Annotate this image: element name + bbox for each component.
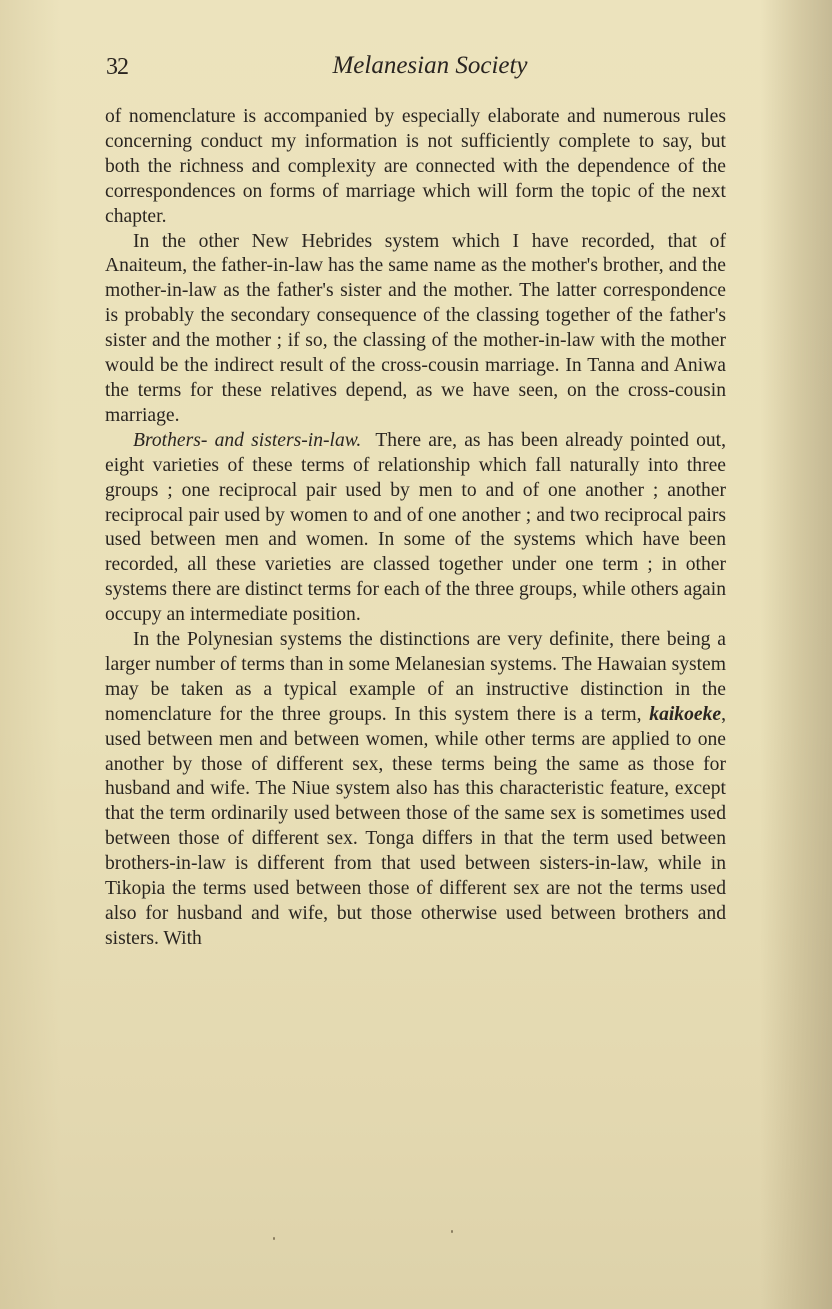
paragraph-text: There are, as has been already pointed out, eight varieties of these terms of relationship which fall naturally into three groups ; one reciprocal pair used by men to and of one another ; another reciprocal pair used by women to and of one another ; and two reciprocal pairs used between men and women. In some of the systems which have been recorded, all these varieties are classed together under one term ; in other systems there are distinct terms for each of the three groups, while others again occupy an intermediate position. — [105, 429, 726, 626]
section-heading-italic: Brothers- and sisters-in-law. — [133, 429, 362, 451]
page-number: 32 — [106, 54, 128, 80]
term-kaikoeke: kaikoeke — [649, 703, 722, 725]
running-title: Melanesian Society — [332, 52, 528, 79]
page-header — [106, 52, 726, 88]
paragraph-text-before: In the Polynesian systems the distinctions are very definite, there being a larger number of terms than in some Melanesian systems. The Hawaian system may be taken as a typical example of an instructive distinction in the nomenclature for the three groups. In this system there is a term, — [105, 629, 726, 725]
paragraph-brothers-sisters-in-law — [105, 429, 726, 628]
paragraph-polynesian-systems — [105, 628, 726, 952]
paper-speck — [451, 1230, 453, 1233]
paragraph-text-after: , used between men and between women, while other terms are applied to one another by those of different sex, these terms being the same as those for husband and wife. The Niue system also has this characteristic feature, except that the term ordinarily used between those of the same sex is sometimes used between those of different sex. Tonga differs in that the term used between brothers-in-law is different from that used between sisters-in-law, while in Tikopia the terms used between those of different sex are not the terms used also for husband and wife, but those otherwise used between brothers and sisters. With — [105, 703, 726, 949]
body-text — [105, 105, 726, 952]
paper-speck — [273, 1237, 275, 1240]
paragraph-anaiteum: In the other New Hebrides system which I have recorded, that of Anaiteum, the father-in-law has the same name as the mother's brother, and the mother-in-law as the father's sister and the mother. The latter correspondence is probably the secondary consequence of the classing together of the father's sister and the mother ; if so, the classing of the mother-in-law with the mother would be the indirect result of the cross-cousin marriage. In Tanna and Aniwa the terms for these relatives depend, as we have seen, on the cross-cousin marriage. — [105, 230, 726, 426]
paragraph-nomenclature-continuation: of nomenclature is accompanied by especially elaborate and numerous rules concerning conduct my information is not sufficiently complete to say, but both the richness and complexity are connected with the dependence of the correspondences on forms of marriage which will form the topic of the next chapter. — [105, 106, 726, 227]
